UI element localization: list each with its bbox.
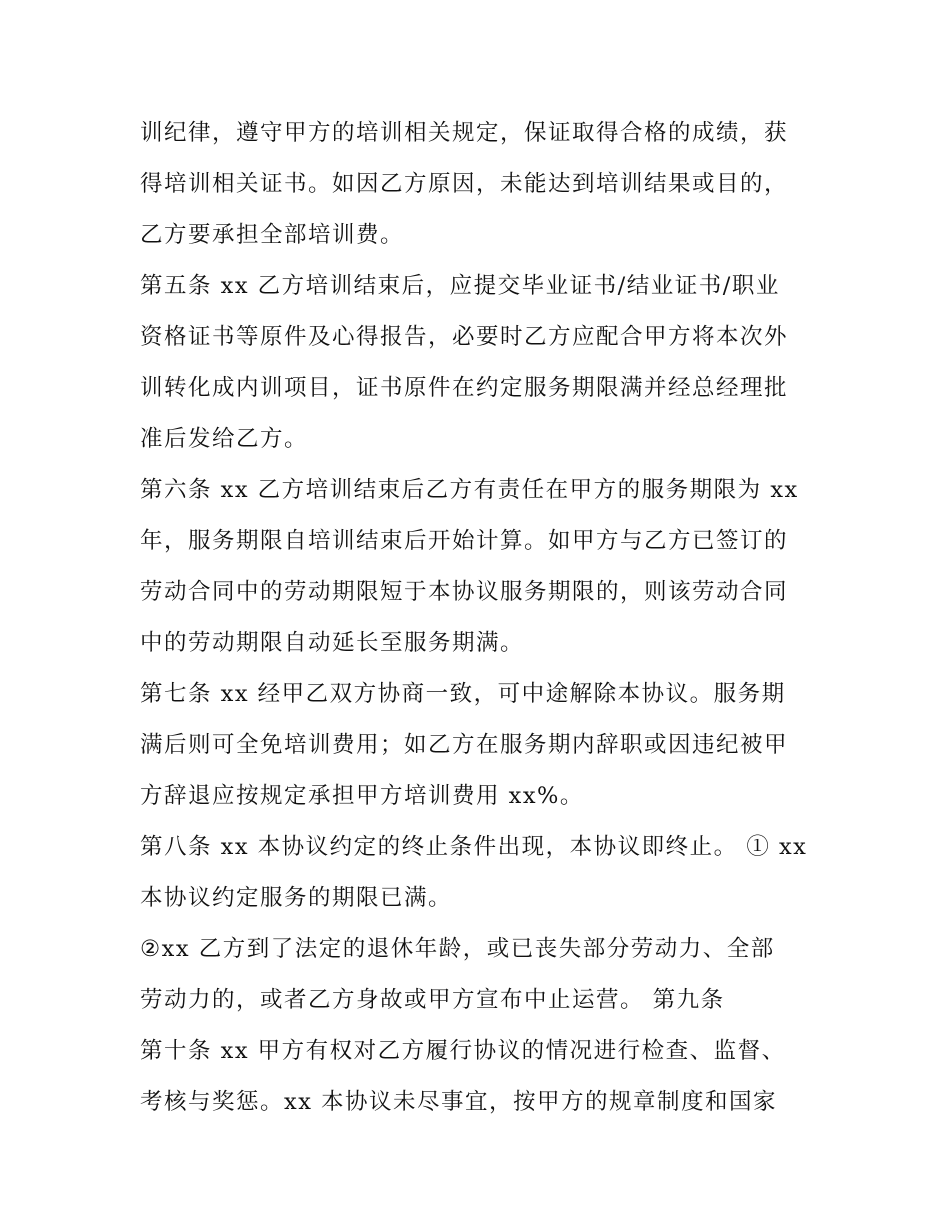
text-line: 第十条 xx 甲方有权对乙方履行协议的情况进行检查、监督、 xyxy=(140,1038,786,1064)
text-line: 年，服务期限自培训结束后开始计算。如甲方与乙方已签订的 xyxy=(140,528,789,554)
text-line: 劳动合同中的劳动期限短于本协议服务期限的，则该劳动合同 xyxy=(140,579,789,605)
text-line: 第五条 xx 乙方培训结束后，应提交毕业证书/结业证书/职业 xyxy=(140,273,780,299)
text-line: 本协议约定服务的期限已满。 xyxy=(140,885,453,911)
text-line: 第六条 xx 乙方培训结束后乙方有责任在甲方的服务期限为 xx xyxy=(140,477,799,503)
text-line: 满后则可全免培训费用；如乙方在服务期内辞职或因违纪被甲 xyxy=(140,732,789,758)
text-line: 资格证书等原件及心得报告，必要时乙方应配合甲方将本次外 xyxy=(140,324,789,350)
text-line: 方辞退应按规定承担甲方培训费用 xx%。 xyxy=(140,783,584,809)
text-line: 劳动力的，或者乙方身故或甲方宣布中止运营。 第九条 xyxy=(140,987,725,1013)
text-line: 训转化成内训项目，证书原件在约定服务期限满并经总经理批 xyxy=(140,375,789,401)
text-line: 第八条 xx 本协议约定的终止条件出现，本协议即终止。 ① xx xyxy=(140,834,808,860)
text-line: 得培训相关证书。如因乙方原因，未能达到培训结果或目的， xyxy=(140,171,789,197)
document-body xyxy=(140,108,820,1128)
text-line: 第七条 xx 经甲乙双方协商一致，可中途解除本协议。服务期 xyxy=(140,681,786,707)
text-line: 中的劳动期限自动延长至服务期满。 xyxy=(140,630,525,656)
text-line: 考核与奖惩。xx 本协议未尽事宜，按甲方的规章制度和国家 xyxy=(140,1089,778,1115)
text-line: 准后发给乙方。 xyxy=(140,426,309,452)
text-line: ②xx 乙方到了法定的退休年龄，或已丧失部分劳动力、全部 xyxy=(140,936,775,962)
text-line: 训纪律，遵守甲方的培训相关规定，保证取得合格的成绩，获 xyxy=(140,120,789,146)
text-line: 乙方要承担全部培训费。 xyxy=(140,222,405,248)
